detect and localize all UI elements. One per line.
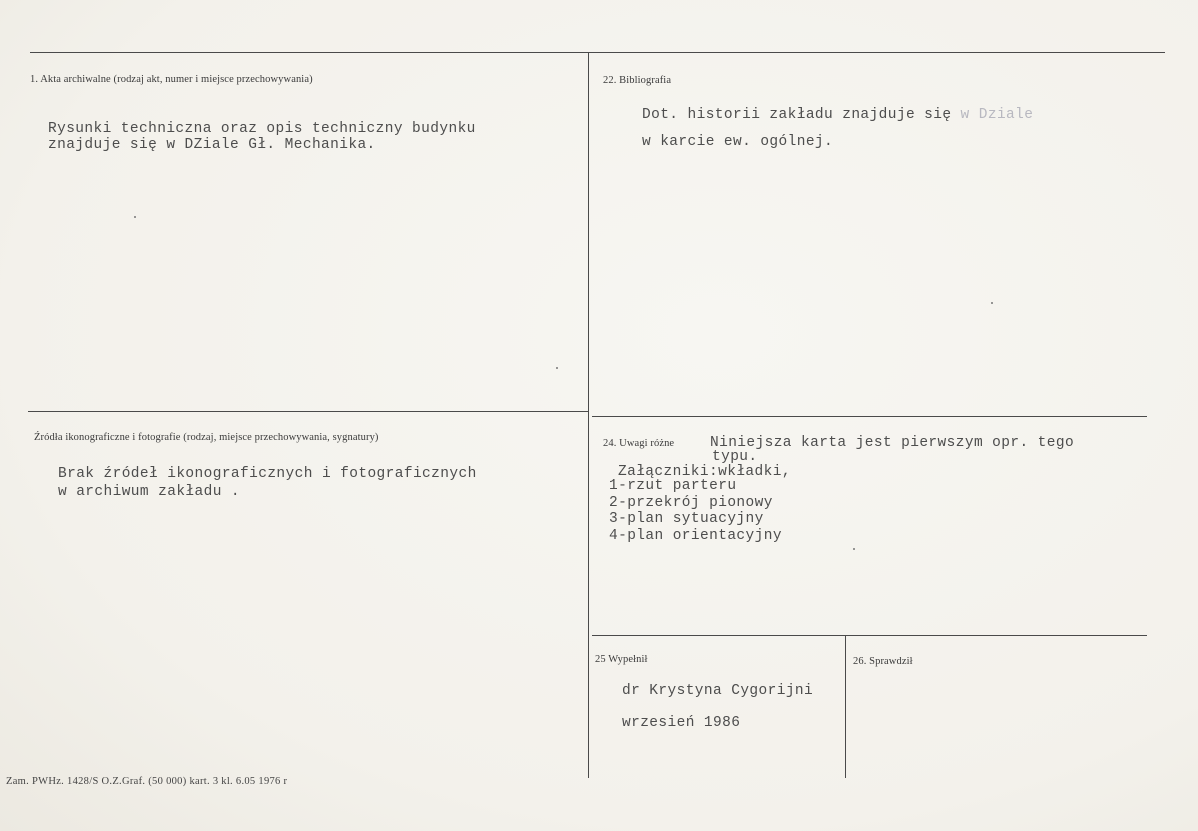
section-22-label: 22. Bibliografia [603,75,672,86]
top-rule [30,52,1165,53]
signature-divider-rule [845,636,846,778]
left-middle-rule [28,411,588,412]
printer-imprint: Zam. PWHz. 1428/S O.Z.Graf. (50 000) kart. 3 kl. 6.05 1976 r [6,776,288,787]
section-22-text-line-2: w karcie ew. ogólnej. [642,134,834,150]
paper-speck [853,548,855,550]
section-26-label: 26. Sprawdził [853,656,913,667]
section-24-text-line-1: Niniejsza karta jest pierwszym opr. tego [710,435,1075,451]
section-22-text-line-1-main: Dot. historii zakładu znajduje się [642,107,952,123]
signature-box-rule [592,635,1147,636]
paper-speck [991,302,993,304]
section-25-label: 25 Wypełnił [595,654,648,665]
attachment-item: 4-plan orientacyjny [609,528,782,544]
filled-by-name: dr Krystyna Cygorijni [622,683,814,699]
attachment-item: 2-przekrój pionowy [609,495,773,511]
section-24-attachments-heading: Załączniki:wkładki, [618,464,791,480]
section-24-label: 24. Uwagi różne [603,438,675,449]
right-middle-rule [592,416,1147,417]
attachment-item: 1-rzut parteru [609,478,737,494]
section-1-text-line-2: znajduje się w DZiale Gł. Mechanika. [48,137,376,153]
section-23-text-line-1: Brak źródeł ikonograficznych i fotograficznych [58,466,477,482]
section-1-text-line-1: Rysunki techniczna oraz opis techniczny budynku [48,121,476,137]
section-22-text-line-1 [642,107,1033,123]
filled-date: wrzesień 1986 [622,715,741,731]
section-22-text-line-1-faded: w Dziale [951,107,1034,123]
section-24-text-line-2: typu. [712,449,758,465]
attachment-item: 3-plan sytuacyjny [609,511,764,527]
section-1-label: 1. Akta archiwalne (rodzaj akt, numer i miejsce przechowywania) [30,74,313,85]
section-23-label: Źródła ikonograficzne i fotografie (rodzaj, miejsce przechowywania, sygnatury) [34,432,379,443]
paper-speck [556,367,558,369]
section-23-text-line-2: w archiwum zakładu . [58,484,241,500]
paper-speck [134,216,136,218]
center-vertical-rule [588,53,589,778]
